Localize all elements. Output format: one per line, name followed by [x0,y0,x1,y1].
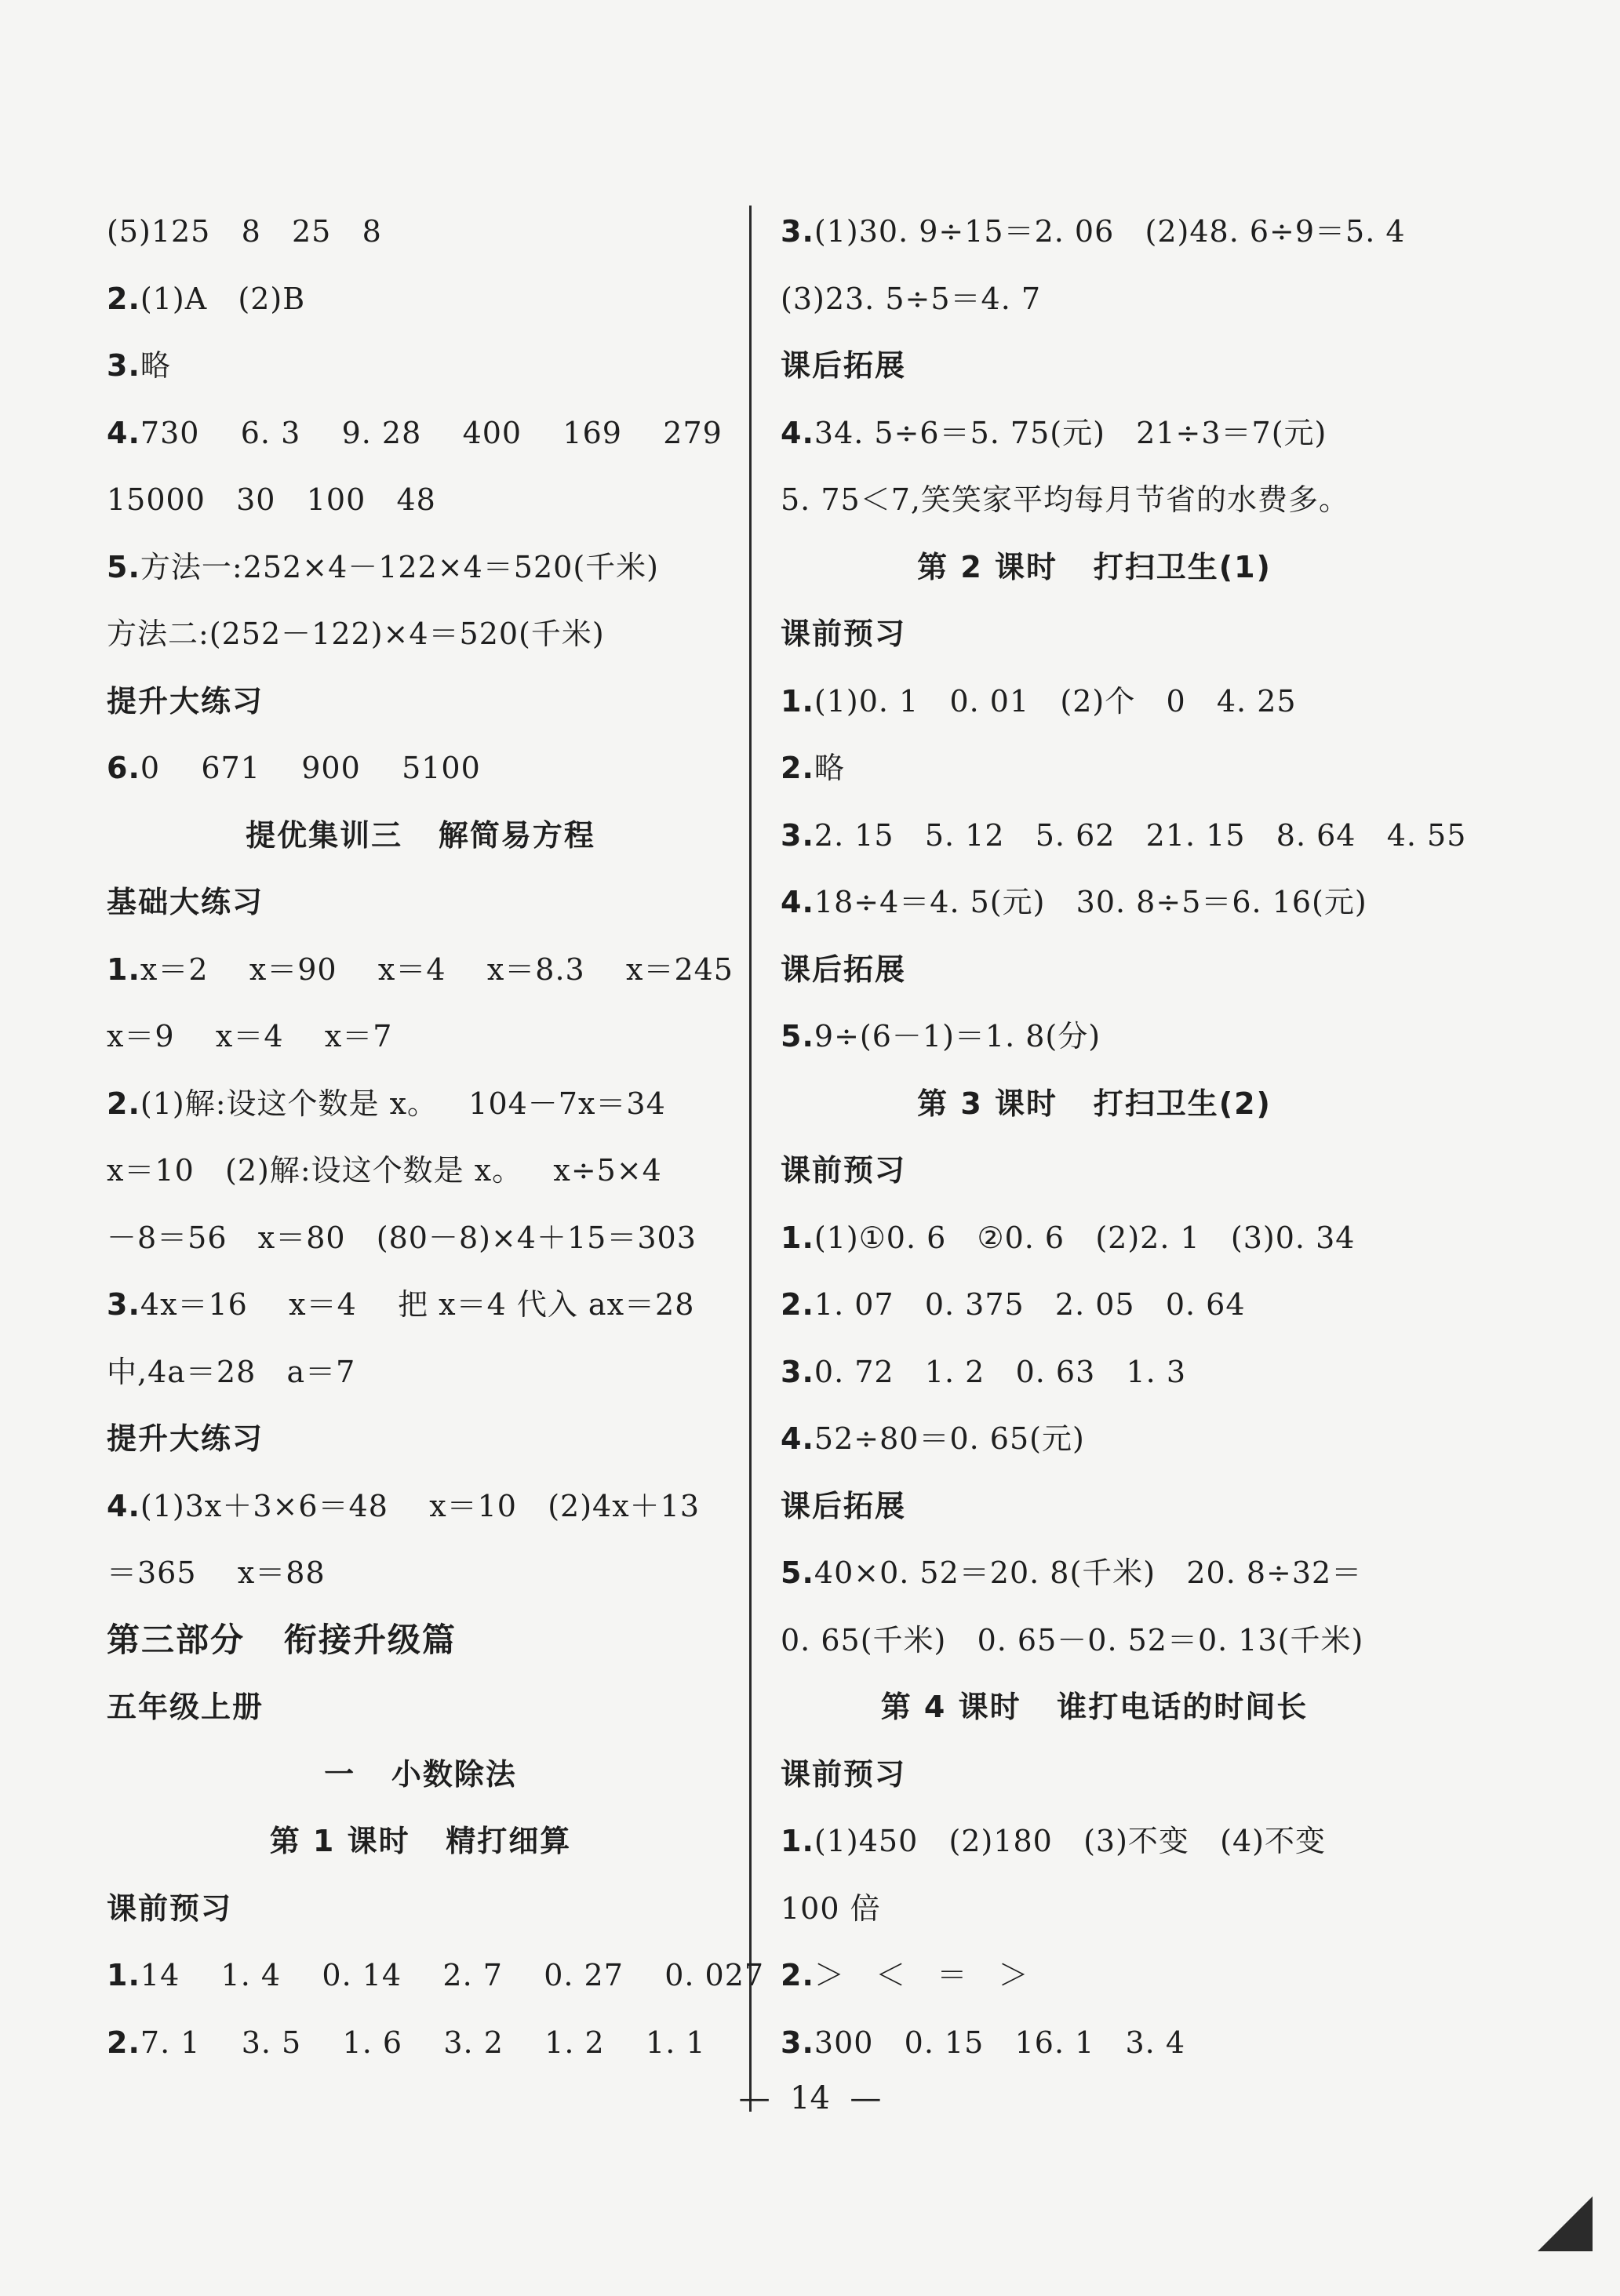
question-number: 3. [781,214,814,249]
answer-text: 4x＝16 x＝4 把 x＝4 代入 ax＝28 [140,1287,695,1322]
answer-text: 0. 65(千米) 0. 65－0. 52＝0. 13(千米) [781,1622,1364,1657]
answer-line [781,1952,1408,2019]
column-divider [749,206,752,2112]
lesson-title: 第 2 课时 打扫卫生(1) [917,549,1272,584]
answer-text: 略 [814,751,845,785]
answer-text: 5. 75＜7,笑笑家平均每月节省的水费多。 [781,482,1349,517]
answer-line [107,610,734,678]
answer-text: 34. 5÷6＝5. 75(元) 21÷3＝7(元) [814,415,1327,450]
answer-text: 100 倍 [781,1890,881,1926]
answer-text: 300 0. 15 16. 1 3. 4 [814,2025,1186,2060]
question-number: 2. [781,1958,814,1992]
question-number: 4. [781,1421,814,1456]
answer-text: 52÷80＝0. 65(元) [814,1421,1085,1456]
question-number: 1. [107,1958,140,1992]
answer-line [107,476,734,544]
question-number: 5. [781,1556,814,1590]
answer-text: 方法二:(252－122)×4＝520(千米) [107,617,605,651]
answer-line [781,1617,1408,1684]
answer-text: x＝2 x＝90 x＝4 x＝8.3 x＝245 [140,952,734,987]
section-heading: 基础大练习 [107,885,264,919]
corner-triangle-mark [1538,2196,1593,2251]
right-column [781,208,1467,2086]
answer-text: 略 [140,348,171,383]
answer-line [781,275,1408,343]
section-heading: 课后拓展 [781,952,907,987]
section-heading: 课前预习 [781,1756,907,1792]
answer-text: x＝9 x＝4 x＝7 [107,1019,393,1053]
answer-line [781,812,1467,879]
answer-text: (1)450 (2)180 (3)不变 (4)不变 [814,1824,1326,1858]
answer-text: 730 6. 3 9. 28 400 169 279 [140,415,723,450]
answer-text: (1)0. 1 0. 01 (2)个 0 4. 25 [814,683,1297,719]
answer-text: 14 1. 4 0. 14 2. 7 0. 27 0. 027 [140,1958,765,1992]
answer-text: 1. 07 0. 375 2. 05 0. 64 [814,1287,1246,1322]
answer-line [781,1415,1408,1483]
answer-text: x＝10 (2)解:设这个数是 x。 x÷5×4 [107,1153,662,1188]
question-number: 2. [107,2025,140,2060]
answer-line [781,208,1408,275]
answer-line [781,476,1408,544]
answer-line [107,208,734,275]
question-number: 6. [107,751,140,785]
answer-line [781,879,1408,946]
answer-text: 18÷4＝4. 5(元) 30. 8÷5＝6. 16(元) [814,885,1367,919]
question-number: 2. [781,1287,814,1322]
lesson-title: 第 4 课时 谁打电话的时间长 [880,1690,1309,1724]
question-number: 3. [107,348,140,383]
answer-text: 15000 30 100 48 [107,482,436,517]
answer-text: 0 671 900 5100 [140,751,481,785]
question-number: 2. [107,281,140,316]
answer-line [107,1483,734,1550]
answer-line [781,1885,1408,1952]
answer-line [107,1214,734,1282]
answer-text: 中,4a＝28 a＝7 [107,1354,356,1389]
question-number: 1. [781,1824,814,1858]
question-number: 1. [107,952,140,987]
answer-text: 2. 15 5. 12 5. 62 21. 15 8. 64 4. 55 [814,817,1467,853]
lesson-title: 第 1 课时 精打细算 [269,1824,572,1858]
left-column [107,208,765,2086]
question-number: 2. [107,1086,140,1121]
answer-text: (1)30. 9÷15＝2. 06 (2)48. 6÷9＝5. 4 [814,214,1406,249]
answer-line [107,409,734,477]
lesson-title: 一 小数除法 [324,1756,517,1792]
answer-text: ＞ ＜ ＝ ＞ [814,1958,1029,1992]
answer-line [107,275,734,343]
question-number: 3. [781,1354,814,1389]
answer-text: (3)23. 5÷5＝4. 7 [781,281,1042,316]
lesson-title: 提优集训三 解简易方程 [246,817,595,853]
question-number: 1. [781,1220,814,1255]
answer-line [781,678,1408,745]
section-heading: 提升大练习 [107,683,264,719]
answer-line [107,1147,734,1214]
answer-text: －8＝56 x＝80 (80－8)×4＋15＝303 [107,1220,697,1255]
answer-line [781,1013,1408,1080]
part-title: 第三部分 衔接升级篇 [107,1620,457,1659]
answer-text: 7. 1 3. 5 1. 6 3. 2 1. 2 1. 1 [140,2025,706,2060]
question-number: 5. [781,1019,814,1053]
section-heading: 课前预习 [107,1890,233,1926]
lesson-title: 第 3 课时 打扫卫生(2) [917,1086,1272,1121]
answer-line [107,1549,734,1617]
answer-line [781,1281,1408,1348]
question-number: 3. [107,1287,140,1322]
answer-text: (1)解:设这个数是 x。 104－7x＝34 [140,1086,666,1121]
answer-line [107,744,734,812]
question-number: 4. [781,415,814,450]
section-heading: 课后拓展 [781,348,907,383]
answer-text: (1)A (2)B [140,281,306,316]
answer-text: (1)①0. 6 ②0. 6 (2)2. 1 (3)0. 34 [814,1220,1356,1255]
section-heading: 课前预习 [781,1153,907,1188]
section-heading: 五年级上册 [107,1690,264,1724]
question-number: 2. [781,751,814,785]
question-number: 3. [781,817,814,853]
section-heading: 课前预习 [781,617,907,651]
answer-line [781,1214,1408,1282]
answer-line [107,1013,734,1080]
answer-line [781,1818,1408,1885]
answer-text: 方法一:252×4－122×4＝520(千米) [140,549,659,584]
answer-line [107,544,734,611]
answer-line [107,1080,734,1148]
page-number: — 14 — [738,2080,882,2116]
question-number: 4. [107,1488,140,1523]
answer-line [781,409,1408,477]
answer-text: 40×0. 52＝20. 8(千米) 20. 8÷32＝ [814,1556,1363,1590]
question-number: 5. [107,549,140,584]
answer-line [107,1952,765,2019]
answer-line [781,1348,1408,1416]
section-heading: 提升大练习 [107,1421,264,1456]
section-heading: 课后拓展 [781,1488,907,1523]
question-number: 3. [781,2025,814,2060]
answer-line [107,1348,734,1416]
question-number: 4. [781,885,814,919]
answer-line [781,1549,1408,1617]
answer-line [107,342,734,409]
answer-text: 9÷(6－1)＝1. 8(分) [814,1019,1101,1053]
answer-text: 0. 72 1. 2 0. 63 1. 3 [814,1354,1187,1389]
answer-line [107,1281,734,1348]
answer-line [781,744,1408,812]
answer-text: (5)125 8 25 8 [107,214,382,249]
answer-line [107,946,734,1013]
answer-text: (1)3x＋3×6＝48 x＝10 (2)4x＋13 [140,1488,700,1523]
answer-text: ＝365 x＝88 [107,1556,326,1590]
question-number: 4. [107,415,140,450]
question-number: 1. [781,683,814,719]
